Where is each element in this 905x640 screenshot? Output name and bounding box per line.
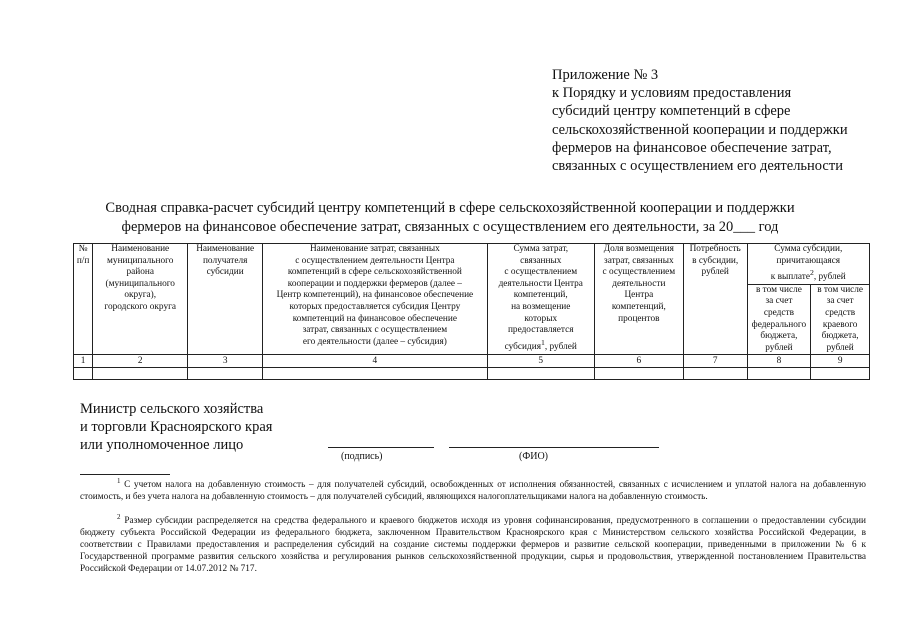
appendix-line: к Порядку и условиям предоставления: [552, 85, 792, 102]
header-line: которых предоставляется субсидия Центру: [289, 301, 461, 312]
header-line: п/п: [76, 255, 90, 266]
appendix-heading: [552, 66, 892, 175]
header-line: предоставляется: [507, 325, 574, 336]
header-line: субсидии: [206, 267, 244, 278]
empty-cell: [263, 368, 488, 380]
appendix-line: сельскохозяйственной кооперации и поддержки: [552, 121, 848, 138]
header-col-reimbursement-share: [594, 244, 683, 355]
header-line: компетенций на финансовое обеспечение: [292, 313, 457, 324]
header-line: кооперации и поддержки фермеров (далее –: [287, 278, 462, 289]
appendix-line: субсидий центру компетенций в сфере: [552, 103, 791, 120]
header-col-federal: [747, 284, 811, 355]
header-line: бюджета,: [821, 331, 859, 342]
column-number-row: [74, 355, 870, 368]
empty-cell: [747, 368, 811, 380]
header-line: краевого: [822, 319, 858, 330]
header-line: процентов: [618, 313, 660, 324]
header-col-number: [74, 244, 93, 355]
column-number: 4: [263, 355, 488, 368]
header-line: средств: [763, 308, 794, 319]
header-col-subsidy-payable: Сумма субсидии, причитающаяся к выплате$^2$, рублей: [747, 244, 869, 285]
header-line: деятельности Центра: [498, 278, 583, 289]
header-line: компетенций в сфере сельскохозяйственной: [287, 267, 462, 278]
header-line: с осуществлением деятельности Центра: [295, 255, 455, 266]
header-line: с осуществлением: [602, 267, 676, 278]
appendix-line: Приложение № 3: [552, 67, 659, 83]
header-line: получателя: [202, 255, 248, 266]
footnote-marker: 1: [117, 476, 121, 485]
appendix-line: фермеров на финансовое обеспечение затрат,: [552, 139, 832, 156]
empty-cell: [594, 368, 683, 380]
title-line: Сводная справка-расчет субсидий центру компетенций в сфере сельскохозяйственной кооперации и поддержки: [105, 200, 795, 216]
column-number: 8: [747, 355, 811, 368]
header-line: которых: [524, 313, 558, 324]
empty-cell: [487, 368, 594, 380]
header-line: компетенций,: [611, 301, 666, 312]
header-line: в субсидии,: [692, 255, 739, 266]
header-line: Центра: [624, 290, 654, 301]
empty-cell: [93, 368, 188, 380]
subsidy-table: [73, 243, 870, 380]
document-title: [60, 199, 840, 236]
title-line: фермеров на финансовое обеспечение затрат, связанных с осуществлением его деятельности, за 20___ год: [121, 218, 779, 235]
header-line: Наименование: [196, 244, 255, 254]
header-line: связанных: [520, 255, 562, 266]
empty-data-row: [74, 368, 870, 380]
header-line: Центр компетенций), на финансовое обеспечение: [276, 290, 474, 301]
footnote-marker: 2: [117, 512, 121, 521]
footnote-separator: [80, 474, 170, 475]
signature-caption: (подпись): [341, 451, 383, 462]
column-number: 5: [487, 355, 594, 368]
empty-cell: [74, 368, 93, 380]
signature-line: [328, 447, 434, 448]
header-line: бюджета,: [760, 331, 798, 342]
footnote-text: С учетом налога на добавленную стоимость – для получателей субсидий, освобожденных от исполнения обязанностей, связанных с исчислением и уплатой налога на добавленную стоимость, и без учета налога на добавленную стоимость – для получателей субсидий, являющихся налогоплательщиками налога на добавленную стоимость.: [80, 480, 867, 502]
header-line: Потребность: [689, 244, 741, 254]
footnote-2: [80, 512, 866, 576]
header-line: Доля возмещения: [603, 244, 674, 254]
header-line: округа),: [124, 290, 157, 301]
column-number: 7: [683, 355, 747, 368]
empty-cell: [683, 368, 747, 380]
header-line: деятельности: [612, 278, 666, 289]
header-line: за счет: [765, 296, 793, 307]
column-number: 1: [74, 355, 93, 368]
header-line: (муниципального: [105, 278, 175, 289]
header-line: Сумма субсидии,: [774, 244, 843, 254]
column-number: 3: [188, 355, 263, 368]
header-col-expense-name: [263, 244, 488, 355]
header-row: [74, 244, 870, 285]
signatory-line: Министр сельского хозяйства: [80, 401, 264, 417]
header-col-regional: [811, 284, 870, 355]
name-line: [449, 447, 659, 448]
header-line: затрат, связанных: [604, 255, 674, 266]
header-col-subsidy-need: [683, 244, 747, 355]
signatory-line: и торговли Красноярского края: [80, 419, 273, 435]
header-line: Сумма затрат,: [513, 244, 569, 254]
header-line: затрат, связанных с осуществлением: [302, 325, 448, 336]
header-line: района: [126, 267, 154, 278]
header-line: рублей: [701, 267, 729, 278]
appendix-line: связанных с осуществлением его деятельности: [552, 158, 843, 175]
footnote-text: Размер субсидии распределяется на средства федерального и краевого бюджетов исходя из уровня софинансирования, предусмотренного в соглашении о предоставлении субсидии бюджету субъекта Российской Федерации из федерального бюджета, заключенном Правительством Красноярского края с Министерством сельского хозяйства Российской Федерации, в соответствии с Правилами предоставления и распределения субсидий на создание системы поддержки фермеров и развитие сельской кооперации, приведенными в приложении № 6 к Государственной программе развития сельского хозяйства и регулирования рынков сельскохозяйственной продукции, сырья и продовольствия, утвержденной постановлением Правительства Российской Федерации от 14.07.2012 № 717.: [80, 516, 866, 574]
header-line: за счет: [826, 296, 854, 307]
header-line: в том числе: [817, 284, 864, 295]
header-col-municipality: [93, 244, 188, 355]
name-caption: (ФИО): [519, 451, 549, 462]
header-line: Наименование: [111, 244, 170, 254]
signatory-line: или уполномоченное лицо: [80, 437, 244, 453]
header-col-recipient: [188, 244, 263, 355]
header-line: муниципального: [107, 255, 174, 266]
header-line: рублей: [826, 342, 854, 353]
signatory-title: [80, 400, 320, 454]
header-col-expense-sum: Сумма затрат, связанных с осуществлением деятельности Центра компетенций, на возмещение которых предоставляется субсидия$^1$, рублей: [487, 244, 594, 355]
header-line: городского округа: [104, 301, 177, 312]
column-number: 9: [811, 355, 870, 368]
header-line: рублей: [765, 342, 793, 353]
header-line: №: [78, 244, 88, 254]
header-line: средств: [825, 308, 856, 319]
empty-cell: [188, 368, 263, 380]
column-number: 6: [594, 355, 683, 368]
empty-cell: [811, 368, 870, 380]
header-line: причитающаяся: [776, 255, 841, 266]
header-line: с осуществлением: [504, 267, 578, 278]
header-line: в том числе: [755, 284, 802, 295]
header-line: компетенций,: [513, 290, 568, 301]
header-line: на возмещение: [511, 301, 571, 312]
footnote-1: [80, 476, 867, 504]
header-line: Наименование затрат, связанных: [309, 244, 440, 254]
column-number: 2: [93, 355, 188, 368]
header-line: федерального: [751, 319, 807, 330]
header-line: его деятельности (далее – субсидия): [302, 336, 447, 347]
